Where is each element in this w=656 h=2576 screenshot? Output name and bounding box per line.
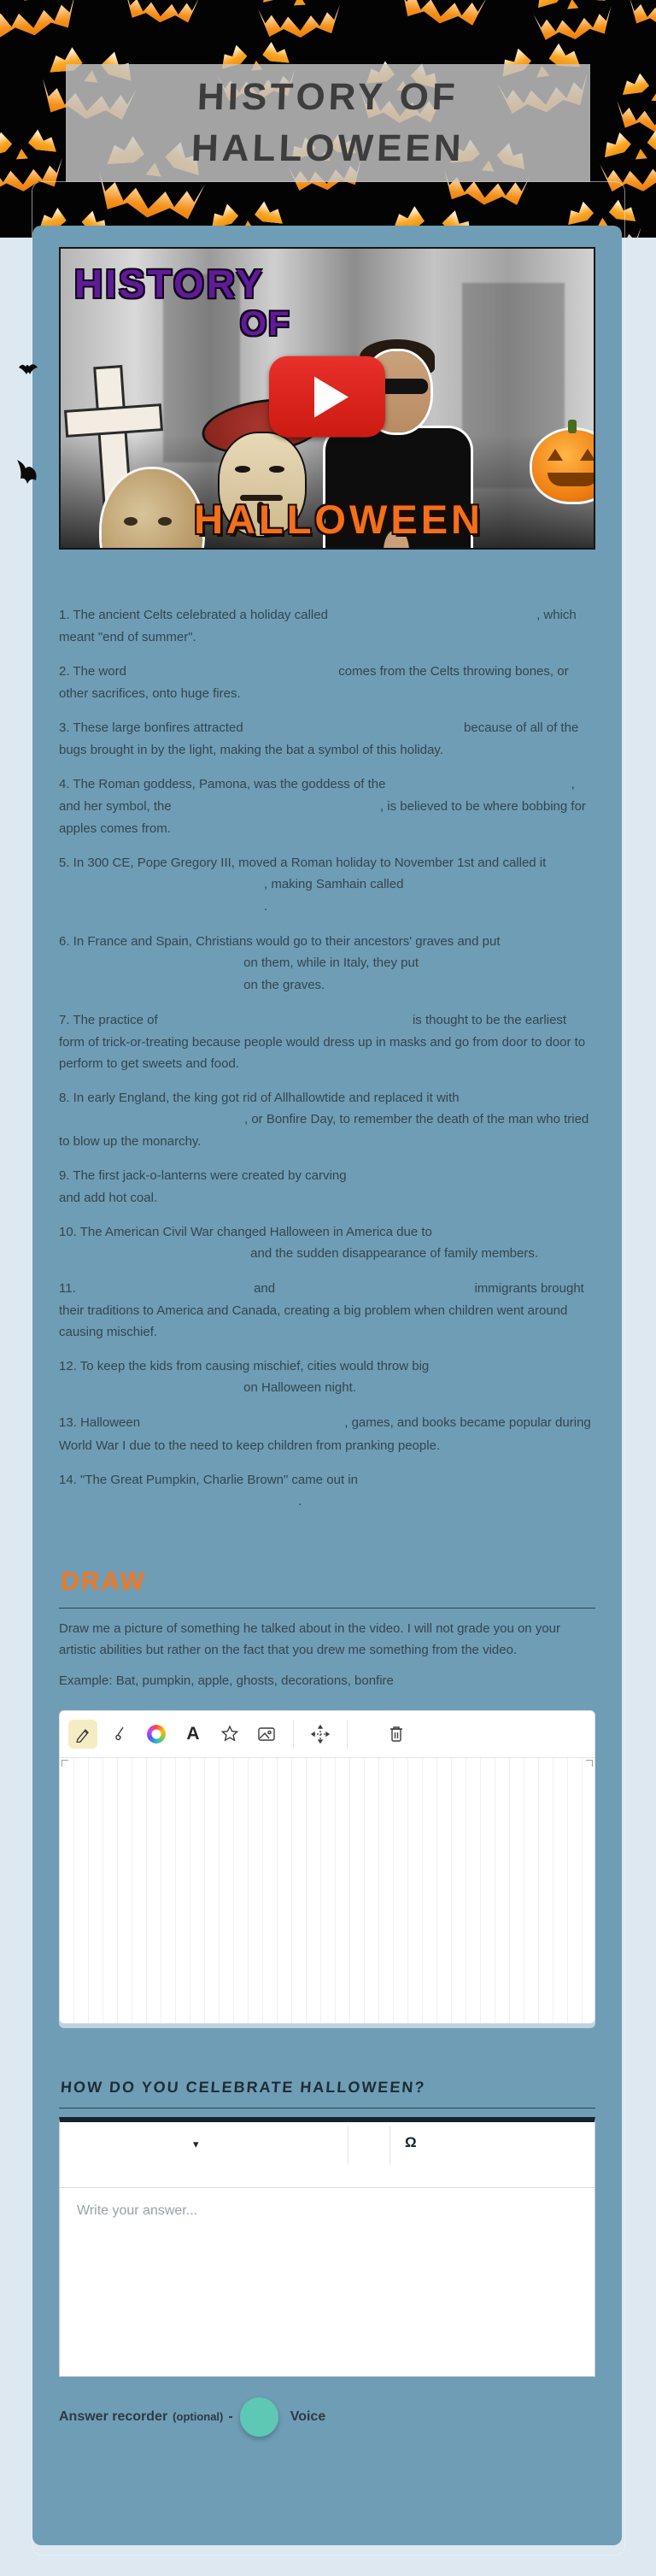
worksheet-title-band xyxy=(66,64,590,182)
fill-blank-input[interactable] xyxy=(144,1413,344,1435)
video-overlay-title-mid: OF xyxy=(240,305,291,343)
question-text: because of all of the bugs brought in by the light, making the bat a symbol of this holiday. xyxy=(59,720,579,758)
section-divider xyxy=(59,1608,595,1609)
color-wheel-tool-button[interactable] xyxy=(142,1720,171,1749)
trash-tool-button[interactable] xyxy=(382,1720,411,1749)
answer-recorder-label: Answer recorder xyxy=(59,2408,168,2424)
question xyxy=(59,661,595,704)
fill-blank-input[interactable] xyxy=(130,661,335,683)
voice-label: Voice xyxy=(290,2408,326,2424)
answer-recorder-dash: - xyxy=(228,2408,233,2424)
worksheet-title-line2: HALLOWEEN xyxy=(190,127,466,169)
question-text: 13. Halloween xyxy=(59,1415,144,1431)
drawing-widget xyxy=(59,1710,595,2024)
answer-editor xyxy=(59,2117,595,2377)
fill-blank-input[interactable] xyxy=(350,1165,572,1187)
jack-o-lantern-face xyxy=(395,0,494,33)
question-text: . xyxy=(298,1493,302,1509)
question-text: , is believed to be where bobbing for apples comes from. xyxy=(59,799,586,837)
jack-o-lantern-face xyxy=(626,0,656,33)
question-text: , games, and books became popular during World War I due to the need to keep children from pranking people. xyxy=(59,1415,591,1453)
question xyxy=(59,1469,595,1513)
question-text: on them, while in Italy, they put xyxy=(240,956,419,971)
question xyxy=(59,852,595,918)
question xyxy=(59,1412,595,1456)
answer-textarea[interactable]: Write your answer... xyxy=(77,2203,198,2218)
fill-blank-input[interactable] xyxy=(161,1009,409,1032)
fill-blank-input[interactable] xyxy=(175,796,380,818)
canvas-corner-handle xyxy=(62,1760,68,1767)
fill-blank-input[interactable] xyxy=(59,974,240,997)
move-tool-button[interactable] xyxy=(306,1720,335,1749)
question xyxy=(59,773,595,839)
fill-blank-input[interactable] xyxy=(278,1278,471,1300)
draw-section-heading: DRAW xyxy=(60,1567,147,1596)
video-player[interactable] xyxy=(59,247,595,550)
worksheet-title-line1: HISTORY OF xyxy=(196,76,460,118)
fill-blank-input[interactable] xyxy=(59,873,264,896)
video-overlay-title-top: HISTORY xyxy=(74,262,265,306)
bat-icon xyxy=(19,362,38,375)
question-text: 1. The ancient Celts celebrated a holiday called xyxy=(59,608,332,622)
question-text: and add hot coal. xyxy=(59,1191,158,1206)
toolbar-separator xyxy=(293,1720,294,1749)
fill-blank-input[interactable] xyxy=(79,1278,250,1300)
question-text: immigrants brought their traditions to America and Canada, creating a big problem when children went around causing mischief. xyxy=(59,1281,584,1340)
draw-instructions: Draw me a picture of something he talked about in the video. I will not grade you on your artistic abilities but rather on the fact that you drew me something from the video. xyxy=(59,1620,560,1657)
answer-recorder-row xyxy=(59,2397,595,2437)
color-wheel-icon xyxy=(147,1725,166,1744)
fill-blank-input[interactable] xyxy=(59,1491,298,1513)
question-text: , making Samhain called xyxy=(264,877,404,892)
toolbar-separator xyxy=(347,1720,348,1749)
question-text: , which meant "end of summer". xyxy=(59,608,577,645)
drawing-toolbar xyxy=(60,1711,594,1757)
voice-record-button[interactable] xyxy=(240,2397,278,2437)
fill-in-blank-questions xyxy=(59,604,595,1513)
insert-image-tool-button[interactable] xyxy=(252,1720,281,1749)
fill-blank-input[interactable] xyxy=(390,773,571,796)
jack-o-lantern-face xyxy=(255,0,343,44)
worksheet-body xyxy=(32,226,622,2545)
question-text: 10. The American Civil War changed Halloween in America due to xyxy=(59,1225,432,1240)
special-characters-button[interactable]: Ω xyxy=(405,2133,417,2150)
fill-blank-input[interactable] xyxy=(247,717,460,739)
question xyxy=(59,1356,595,1399)
question-text: , or Bonfire Day, to remember the death of the man who tried to blow up the monarchy. xyxy=(59,1112,589,1150)
question-text: and xyxy=(249,1281,279,1297)
jack-o-lantern-face xyxy=(0,0,82,45)
question-text: comes from the Celts throwing bones, or other sacrifices, onto huge fires. xyxy=(59,664,569,702)
question-text: 6. In France and Spain, Christians would go to their ancestors' graves and put xyxy=(59,934,501,950)
fill-blank-input[interactable] xyxy=(59,1377,240,1399)
format-dropdown-button[interactable]: ▾ xyxy=(193,2137,199,2150)
celebrate-question-heading: HOW DO YOU CELEBRATE HALLOWEEN? xyxy=(60,2078,427,2096)
canvas-corner-handle xyxy=(586,1760,593,1767)
question xyxy=(59,931,595,997)
drawing-canvas[interactable] xyxy=(60,1757,594,2023)
draw-example: Example: Bat, pumpkin, apple, ghosts, decorations, bonfire xyxy=(59,1673,394,1688)
question-text: 9. The first jack-o-lanterns were created by carving xyxy=(59,1168,350,1184)
question-text: and the sudden disappearance of family members. xyxy=(247,1246,539,1262)
text-tool-button[interactable] xyxy=(179,1720,208,1749)
pencil-tool-button[interactable] xyxy=(68,1720,97,1749)
editor-toolbar xyxy=(60,2122,594,2188)
answer-recorder-optional: (optional) xyxy=(173,2410,224,2424)
question xyxy=(59,1009,595,1074)
question-text: 12. To keep the kids from causing mischief, cities would throw big xyxy=(59,1359,430,1374)
video-overlay-title-bottom: HALLOWEEN xyxy=(194,497,483,542)
fill-blank-input[interactable] xyxy=(59,1243,247,1265)
fill-blank-input[interactable] xyxy=(331,604,536,626)
question xyxy=(59,1278,595,1343)
question-text: , and her symbol, the xyxy=(59,777,575,815)
question-text: 4. The Roman goddess, Pamona, was the goddess of the xyxy=(59,777,390,792)
fill-blank-input[interactable] xyxy=(59,1109,244,1131)
youtube-play-button[interactable] xyxy=(269,356,385,438)
question xyxy=(59,1165,595,1209)
question-text: 7. The practice of xyxy=(59,1013,161,1028)
question-text: 2. The word xyxy=(59,664,131,679)
question xyxy=(59,1221,595,1265)
text-tool-icon: A xyxy=(186,1723,200,1744)
paintbrush-tool-button[interactable] xyxy=(105,1720,134,1749)
question-text: 3. These large bonfires attracted xyxy=(59,720,247,736)
fill-blank-input[interactable] xyxy=(59,896,264,918)
question xyxy=(59,604,595,648)
jack-o-lantern-face xyxy=(121,0,203,29)
star-shape-tool-button[interactable] xyxy=(215,1720,244,1749)
play-triangle-icon xyxy=(314,376,348,417)
question-text: 14. "The Great Pumpkin, Charlie Brown" came out in xyxy=(59,1472,358,1487)
question-text: . xyxy=(264,899,268,915)
question xyxy=(59,1087,595,1152)
question-text: is thought to be the earliest form of trick-or-treating because people would dress up in masks and go from door to door to perform to get sweets and food. xyxy=(59,1013,586,1072)
question-text: 8. In early England, the king got rid of Allhallowtide and replaced it with xyxy=(59,1091,460,1106)
question xyxy=(59,717,595,761)
question-text: 5. In 300 CE, Pope Gregory III, moved a Roman holiday to November 1st and called it xyxy=(59,856,547,871)
question-text: 11. xyxy=(59,1281,79,1297)
question-text: on the graves. xyxy=(240,978,325,993)
question-text: on Halloween night. xyxy=(240,1380,356,1396)
fill-blank-input[interactable] xyxy=(59,952,240,974)
bat-icon xyxy=(15,458,38,485)
